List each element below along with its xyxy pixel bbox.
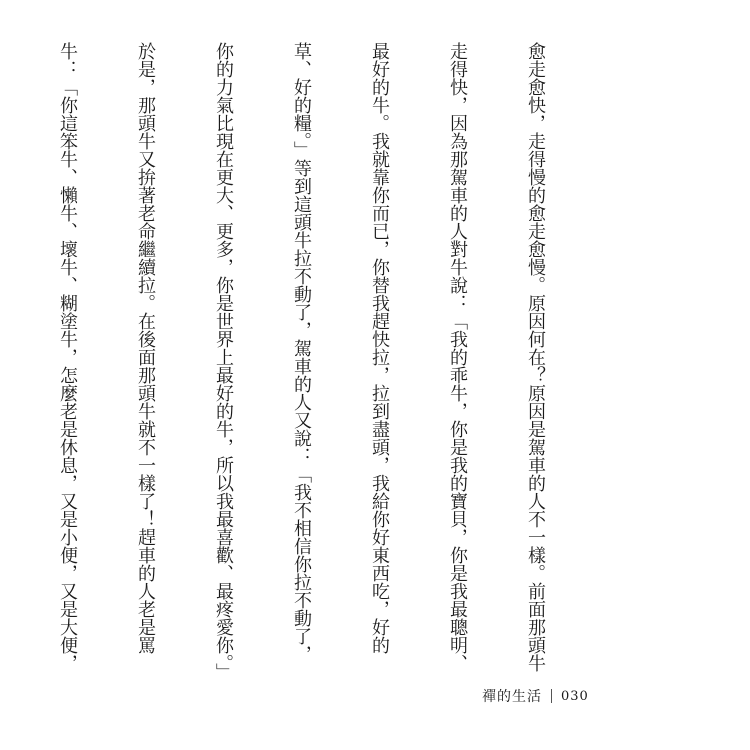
text-column-4: 草、好的糧。」等到這頭牛拉不動了，駕車的人又說：「我不相信你拉不動了，	[291, 42, 312, 663]
text-column-7: 牛：「你這笨牛、懶牛、壞牛、糊塗牛，怎麼老是休息，又是小便，又是大便，	[57, 42, 78, 672]
body-text	[0, 42, 600, 681]
page-footer	[482, 686, 589, 706]
page-number: 030	[561, 688, 589, 704]
text-column-2: 走得快，因為那駕車的人對牛說：「我的乖牛，你是我的寶貝，你是我最聰明、	[447, 42, 468, 672]
text-column-1: 愈走愈快，走得慢的愈走愈慢。原因何在？原因是駕車的人不一樣。前面那頭牛	[525, 42, 546, 672]
text-column-6: 於是，那頭牛又拚著老命繼續拉。在後面那頭牛就不一樣了！趕車的人老是罵	[135, 42, 156, 654]
text-column-3: 最好的牛。我就靠你而已，你替我趕快拉，拉到盡頭，我給你好東西吃，好的	[369, 42, 390, 654]
text-column-5: 你的力氣比現在更大、更多，你是世界上最好的牛，所以我最喜歡、最疼愛你。」	[213, 42, 234, 681]
running-title: 禪的生活	[482, 689, 542, 705]
text-column-8	[0, 42, 2, 616]
footer-divider	[551, 689, 552, 703]
